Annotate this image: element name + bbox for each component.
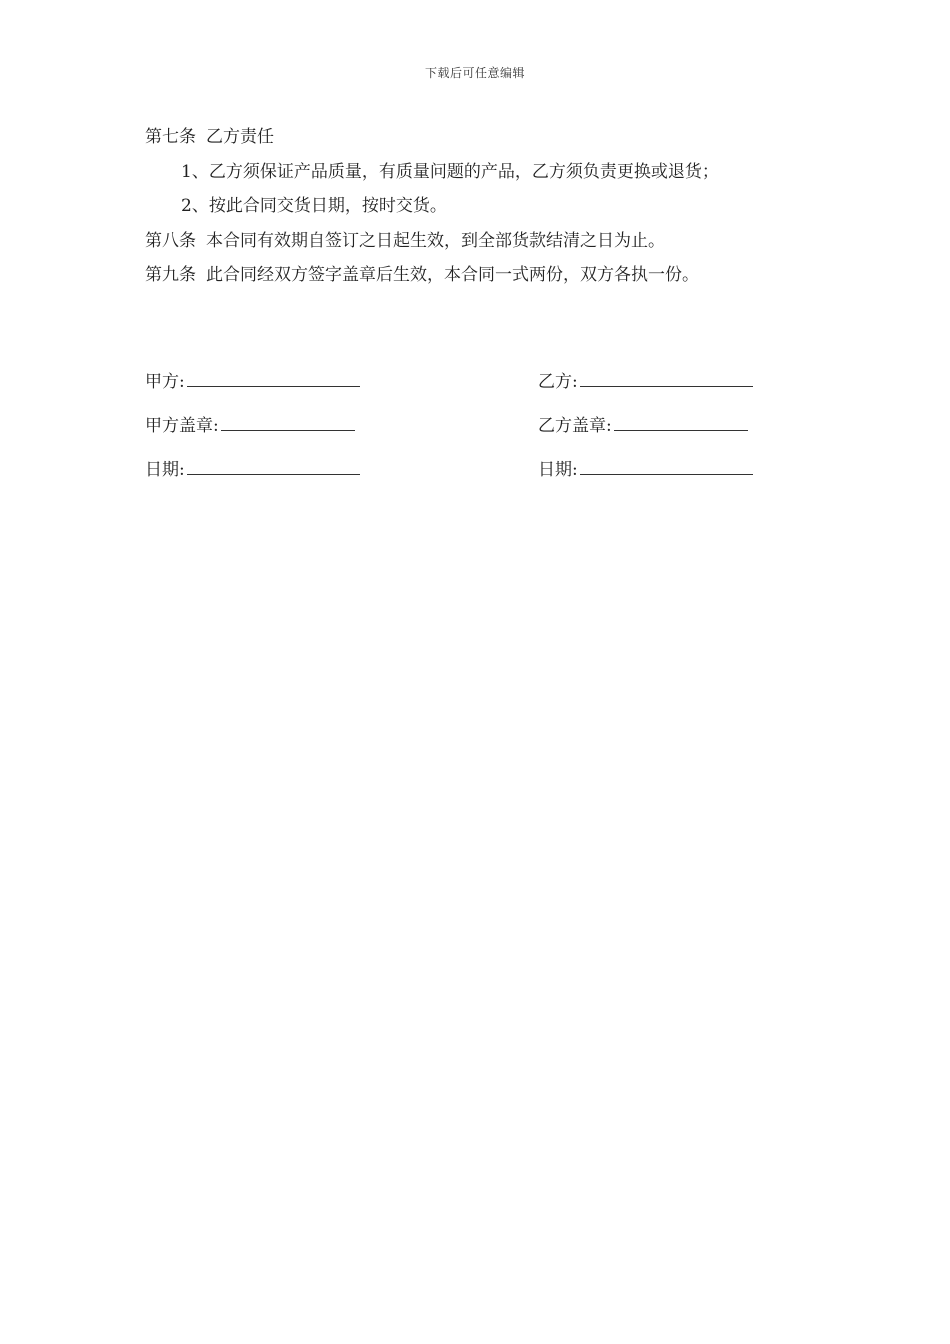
signature-row-seal [145,404,765,448]
party-a-date-field[interactable] [145,448,360,492]
article-8 [145,224,825,259]
article-7-item-1: 1、乙方须保证产品质量，有质量问题的产品，乙方须负责更换或退货； [181,161,719,182]
party-b-seal-field[interactable] [538,404,748,448]
signature-block [145,360,765,492]
party-b-seal-label: 乙方盖章: [538,416,612,436]
article-9 [145,258,825,293]
article-9-number: 第九条 [145,265,196,285]
party-b-seal-blank[interactable] [614,416,748,431]
article-7-heading [145,120,825,155]
party-b-date-blank[interactable] [580,460,753,475]
article-9-text: 此合同经双方签字盖章后生效，本合同一式两份，双方各执一份。 [206,265,699,285]
party-a-seal-field[interactable] [145,404,355,448]
article-7-number: 第七条 [145,127,196,147]
article-7-title: 乙方责任 [206,127,274,147]
party-b-date-label: 日期: [538,460,578,480]
party-b-date-field[interactable] [538,448,753,492]
party-a-name-field[interactable] [145,360,360,404]
party-a-date-label: 日期: [145,460,185,480]
party-b-name-label: 乙方: [538,372,578,392]
party-a-seal-blank[interactable] [221,416,355,431]
party-a-name-label: 甲方: [145,372,185,392]
header-note: 下载后可任意编辑 [424,66,525,80]
party-a-date-blank[interactable] [187,460,360,475]
article-8-number: 第八条 [145,230,196,251]
party-b-name-field[interactable] [538,360,753,404]
article-7-item-2: 2、按此合同交货日期，按时交货。 [181,196,447,216]
party-b-name-blank[interactable] [580,372,753,387]
party-a-seal-label: 甲方盖章: [145,416,219,436]
article-8-text: 本合同有效期自签订之日起生效，到全部货款结清之日为止。 [206,230,665,251]
party-a-name-blank[interactable] [187,372,360,387]
signature-row-name [145,360,765,404]
contract-clauses [145,120,825,293]
signature-row-date [145,448,765,492]
